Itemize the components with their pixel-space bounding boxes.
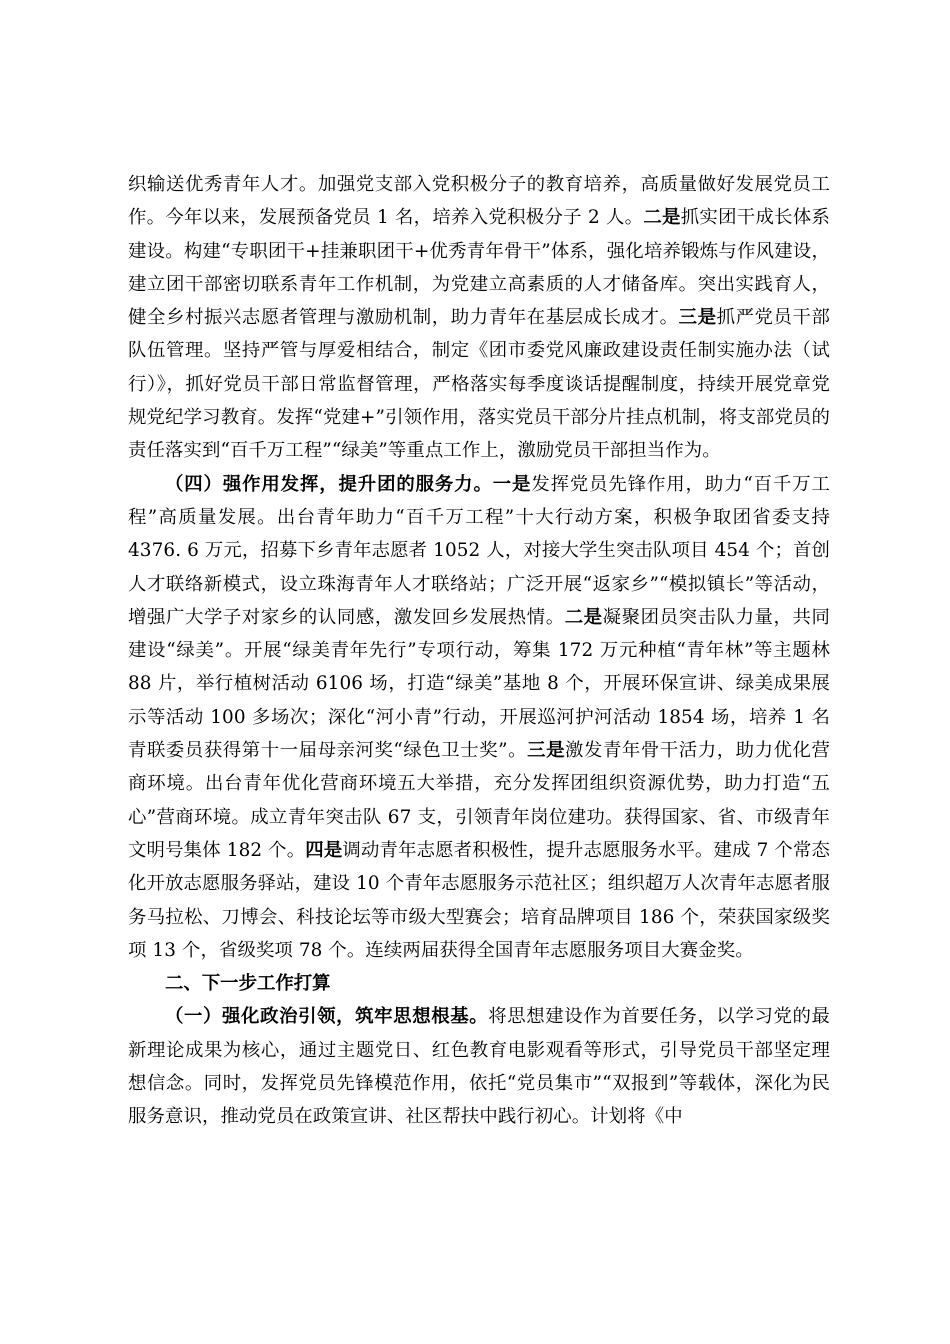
paragraph-text: 激发青年骨干活力，助力优化营商环境。出台青年优化营商环境五大举措，充分发挥团组织资源优势，助力打造“五心”营商环境。成立青年突击队 67 支，引领青年岗位建功。获得国家、省、市级青年文明号集体 182 个。 <box>128 740 830 861</box>
bold-marker: 三是 <box>678 307 717 329</box>
paragraph-service-role <box>128 468 830 967</box>
bold-marker: 二是 <box>564 606 603 628</box>
paragraph-text: 织输送优秀青年人才。加强党支部入党积极分子的教育培养，高质量做好发展党员工作。今年以来，发展预备党员 1 名，培养入党积极分子 2 人。 <box>128 174 830 229</box>
paragraph-text: 抓严党员干部队伍管理。坚持严管与厚爱相结合，制定《团市委党风廉政建设责任制实施办法（试行）》，抓好党员干部日常监督管理，严格落实每季度谈话提醒制度，持续开展党章党规党纪学习教育。发挥“党建+”引领作用，落实党员干部分片挂点机制，将支部党员的责任落实到“百千万工程”“绿美”等重点工作上，激励党员干部担当作为。 <box>128 307 830 462</box>
section-heading: 二、下一步工作打算 <box>165 973 331 995</box>
paragraph-text: 将思想建设作为首要任务，以学习党的最新理论成果为核心，通过主题党日、红色教育电影观看等形式，引导党员干部坚定理想信念。同时，发挥党员先锋模范作用，依托“党员集市”“双报到”等载体，深化为民服务意识，推动党员在政策宣讲、社区帮扶中践行初心。计划将《中 <box>128 1006 830 1128</box>
paragraph-text: 凝聚团员突击队力量，共同建设“绿美”。开展“绿美青年先行”专项行动，筹集 172 万元种植“青年林”等主题林 88 片，举行植树活动 6106 场，打造“绿美”基地 8 个，开展环保宣讲、绿美成果展示等活动 100 多场次；深化“河小青”行动，开展巡河护河活动 1854 场，培养 1 名青联委员获得第十一届母亲河奖“绿色卫士奖”。 <box>128 606 831 762</box>
bold-marker: 二是 <box>643 207 681 229</box>
paragraph-text: 调动青年志愿者积极性，提升志愿服务水平。建成 7 个常态化开放志愿服务驿站，建设 10 个青年志愿服务示范社区；组织超万人次青年志愿者服务马拉松、刀博会、科技论坛等市级大型赛会；培育品牌项目 186 个，荣获国家级奖项 13 个，省级奖项 78 个。连续两届获得全国青年志愿服务项目大赛金奖。 <box>128 839 830 961</box>
paragraph-text: 抓实团干成长体系建设。构建“专职团干+挂兼职团干+优秀青年骨干”体系，强化培养锻炼与作风建设，建立团干部密切联系青年工作机制，为党建立高素质的人才储备库。突出实践育人，健全乡村振兴志愿者管理与激励机制，助力青年在基层成长成才。 <box>128 207 830 329</box>
paragraph-party-building <box>128 168 830 468</box>
paragraph-text: 发挥党员先锋作用，助力“百千万工程”高质量发展。出台青年助力“百千万工程”十大行动方案，积极争取团省委支持 4376. 6 万元，招募下乡青年志愿者 1052 人，对接大学生突击队项目 454 个；首创人才联络新模式，设立珠海青年人才联络站；广泛开展“返家乡”“模拟镇长”等活动，增强广大学子对家乡的认同感，激发回乡发展热情。 <box>128 473 830 628</box>
bold-marker: 四是 <box>305 839 343 861</box>
section-lead: （一）强化政治引领，筑牢思想根基。 <box>165 1006 489 1028</box>
document-page <box>128 168 830 1134</box>
section-lead: （四）强作用发挥，提升团的服务力。 <box>165 473 493 495</box>
paragraph-political-guidance <box>128 1000 830 1133</box>
bold-marker: 三是 <box>527 740 566 762</box>
bold-marker: 一是 <box>492 473 532 495</box>
